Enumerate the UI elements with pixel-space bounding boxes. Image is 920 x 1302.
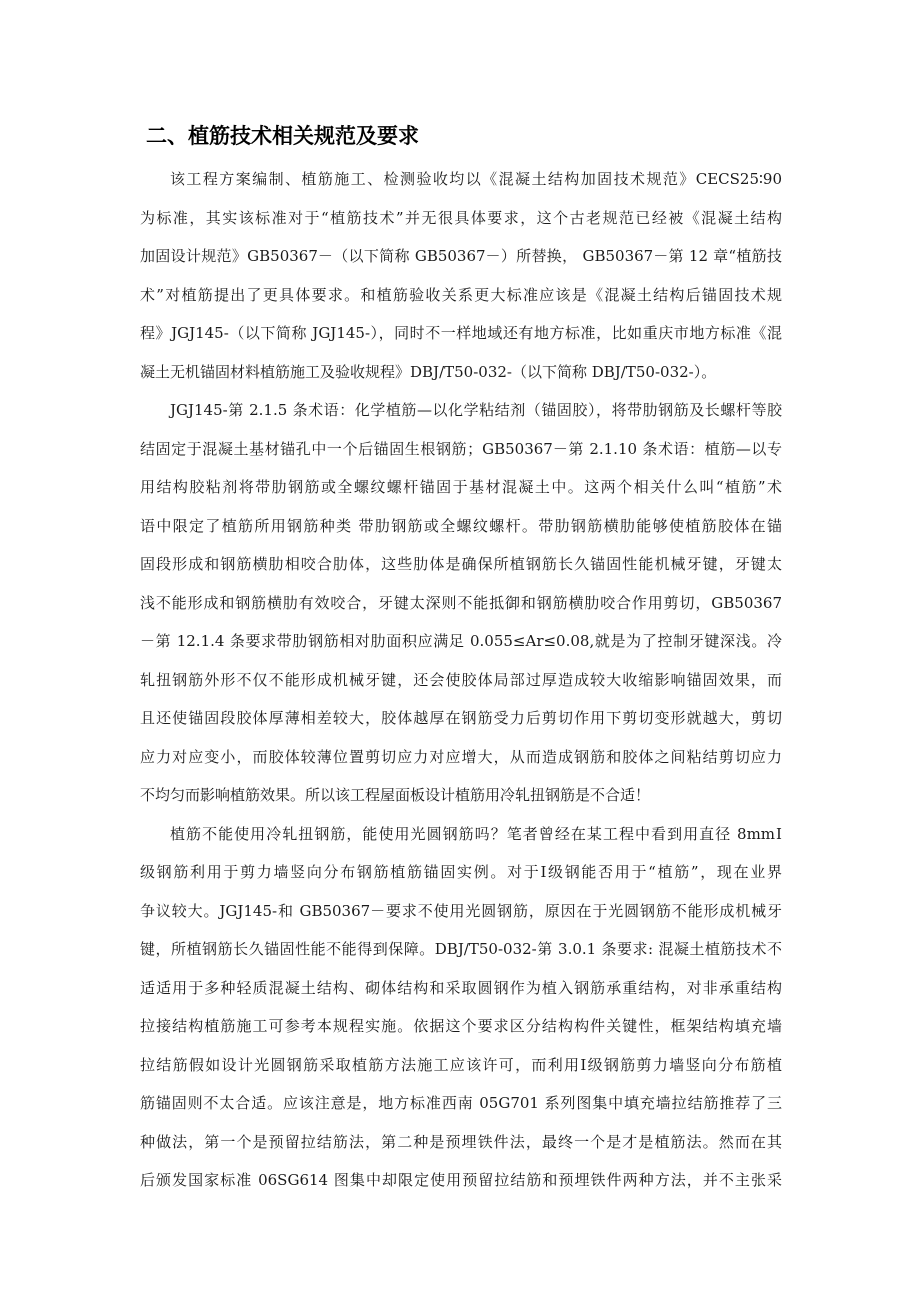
- paragraph-3: [140, 815, 782, 1200]
- section-heading: 二、植筋技术相关规范及要求: [146, 124, 419, 148]
- text-line: 该工程方案编制、植筋施工、检测验收均以《混凝土结构加固技术规范》CECS25∶90: [170, 170, 782, 188]
- text-line: 程》JGJ145-（以下简称 JGJ145-），同时不一样地域还有地方标准，比如重庆市地方标准《混: [140, 324, 782, 342]
- text-line: 级钢筋利用于剪力墙竖向分布钢筋植筋锚固实例。对于Ⅰ级钢能否用于“植筋”，现在业界: [140, 863, 782, 881]
- text-line: 适适用于多种轻质混凝土结构、砌体结构和采取圆钢作为植入钢筋承重结构，对非承重结构: [140, 978, 782, 997]
- text-line: 争议较大。JGJ145-和 GB50367－要求不使用光圆钢筋，原因在于光圆钢筋不能形成机械牙: [140, 901, 782, 920]
- text-line: 后颁发国家标准 06SG614 图集中却限定使用预留拉结筋和预埋铁件两种方法，并不主张采: [140, 1171, 782, 1189]
- text-line: 结固定于混凝土基材锚孔中一个后锚固生根钢筋；GB50367－第 2.1.10 条术语：植筋—以专: [140, 439, 782, 458]
- text-line: 为标准，其实该标准对于“植筋技术”并无很具体要求，这个古老规范已经被《混凝土结构: [140, 208, 782, 227]
- text-line: 拉结筋假如设计光圆钢筋采取植筋方法施工应该许可，而利用Ⅰ级钢筋剪力墙竖向分布筋植: [140, 1055, 782, 1074]
- text-line: 应力对应变小，而胶体较薄位置剪切应力对应增大，从而造成钢筋和胶体之间粘结剪切应力: [140, 747, 782, 766]
- text-line: －第 12.1.4 条要求带肋钢筋相对肋面积应满足 0.055≤Ar≤0.08,就是为了控制牙键深浅。冷: [140, 632, 782, 650]
- text-line: 且还使锚固段胶体厚薄相差较大，胶体越厚在钢筋受力后剪切作用下剪切变形就越大，剪切: [140, 709, 782, 727]
- text-line: 拉接结构植筋施工可参考本规程实施。依据这个要求区分结构构件关键性，框架结构填充墙: [140, 1017, 782, 1035]
- body-text: [140, 160, 782, 1200]
- text-line: JGJ145-第 2.1.5 条术语：化学植筋—以化学粘结剂（锚固胶），将带肋钢筋及长螺杆等胶: [170, 401, 782, 419]
- text-line: 浅不能形成和钢筋横肋有效咬合，牙键太深则不能抵御和钢筋横肋咬合作用剪切，GB50367: [140, 593, 782, 612]
- text-line: 用结构胶粘剂将带肋钢筋或全螺纹螺杆锚固于基材混凝土中。这两个相关什么叫“植筋”术: [140, 478, 782, 496]
- text-line: 植筋不能使用冷轧扭钢筋，能使用光圆钢筋吗？笔者曾经在某工程中看到用直径 8mmⅠ: [170, 824, 782, 843]
- paragraph-1: [140, 160, 782, 391]
- text-line: 键，所植钢筋长久锚固性能不能得到保障。DBJ/T50-032-第 3.0.1 条要求: 混凝土植筋技术不: [140, 940, 782, 958]
- text-line: 语中限定了植筋所用钢筋种类 带肋钢筋或全螺纹螺杆。带肋钢筋横肋能够使植筋胶体在锚: [140, 516, 782, 535]
- paragraph-2: [140, 391, 782, 815]
- text-line: 不均匀而影响植筋效果。所以该工程屋面板设计植筋用冷轧扭钢筋是不合适！: [140, 786, 651, 804]
- text-line: 术”对植筋提出了更具体要求。和植筋验收关系更大标准应该是《混凝土结构后锚固技术规: [140, 285, 782, 304]
- text-line: 筋锚固则不太合适。应该注意是，地方标准西南 05G701 系列图集中填充墙拉结筋推荐了三: [140, 1094, 782, 1112]
- text-line: 加固设计规范》GB50367－（以下简称 GB50367－）所替换， GB50367－第 12 章“植筋技: [140, 247, 782, 265]
- text-line: 种做法，第一个是预留拉结筋法，第二种是预埋铁件法，最终一个是才是植筋法。然而在其: [140, 1132, 782, 1151]
- text-line: 凝土无机锚固材料植筋施工及验收规程》DBJ/T50-032-（以下简称 DBJ/T50-032-）。: [140, 362, 717, 381]
- text-line: 固段形成和钢筋横肋相咬合肋体，这些肋体是确保所植钢筋长久锚固性能机械牙键，牙键太: [140, 555, 782, 573]
- text-line: 轧扭钢筋外形不仅不能形成机械牙键，还会使胶体局部过厚造成较大收缩影响锚固效果，而: [140, 670, 782, 689]
